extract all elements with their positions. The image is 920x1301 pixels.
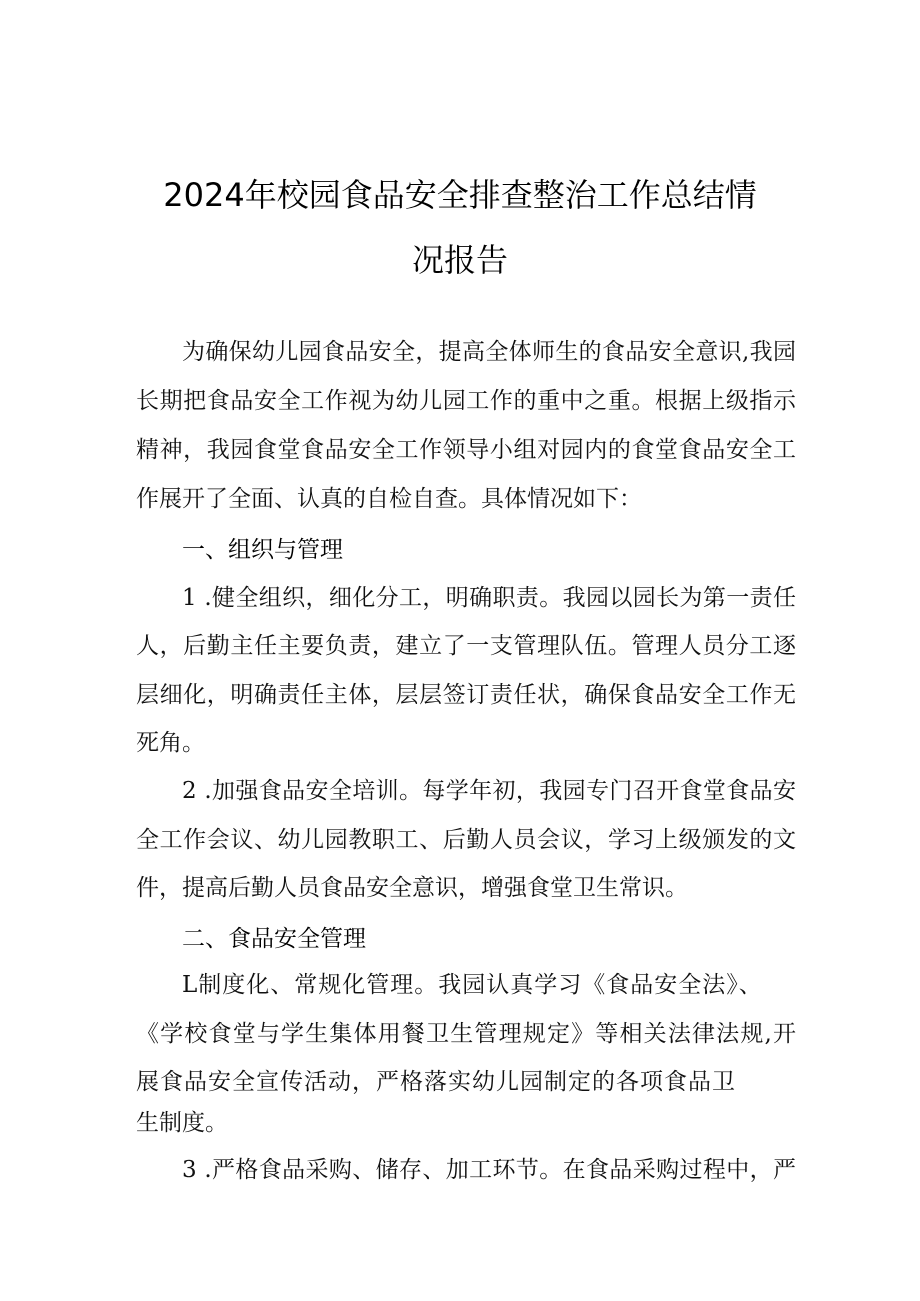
item-2-line-3: 件，提高后勤人员食品安全意识，增强食堂卫生常识。 [136,875,688,901]
document-title-line-2: 况报告 [411,241,508,279]
document-title-line-1: 2024年校园食品安全排查整治工作总结情 [163,176,757,214]
item-4-line-1: 3 .严格食品采购、储存、加工环节。在食品采购过程中，严 [182,1157,796,1183]
item-1-line-4: 死角。 [136,730,205,756]
intro-line-4: 作展开了全面、认真的自检自查。具体情况如下： [136,486,642,512]
item-3-line-2: 《学校食堂与学生集体用餐卫生管理规定》等相关法律法规,开 [136,1021,796,1047]
intro-line-1: 为确保幼儿园食品安全，提高全体师生的食品安全意识,我园 [182,339,796,365]
section-2-heading: 二、食品安全管理 [182,926,366,952]
intro-line-2: 长期把食品安全工作视为幼儿园工作的重中之重。根据上级指示 [136,388,796,414]
item-3-line-3: 展食品安全宣传活动，严格落实幼儿园制定的各项食品卫 [136,1069,736,1095]
section-1-heading: 一、组织与管理 [182,537,343,563]
item-3-line-1: L制度化、常规化管理。我园认真学习《食品安全法》、 [182,972,763,998]
item-2-line-2: 全工作会议、幼儿园教职工、后勤人员会议，学习上级颁发的文 [136,827,796,853]
item-2-line-1: 2 .加强食品安全培训。每学年初，我园专门召开食堂食品安 [182,778,796,804]
item-1-line-3: 层细化，明确责任主体，层层签订责任状，确保食品安全工作无 [136,682,796,708]
intro-line-3: 精神，我园食堂食品安全工作领导小组对园内的食堂食品安全工 [136,437,796,463]
item-3-line-4: 生制度。 [136,1110,228,1136]
item-1-line-1: 1 .健全组织，细化分工，明确职责。我园以园长为第一责任 [182,585,796,611]
item-1-line-2: 人，后勤主任主要负责，建立了一支管理队伍。管理人员分工逐 [136,633,796,659]
